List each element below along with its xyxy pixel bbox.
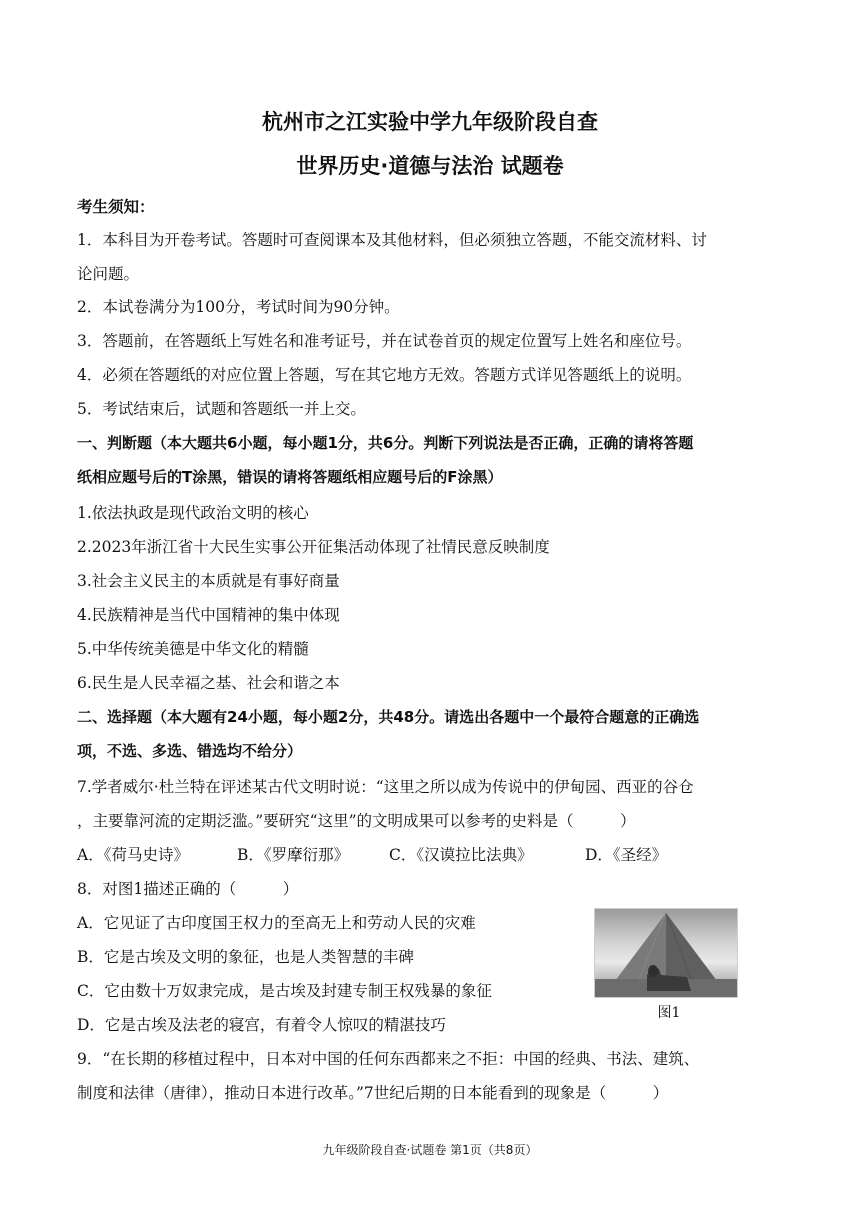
figure-caption: 图1 <box>657 1005 681 1021</box>
tf-question: 1.依法执政是现代政治文明的核心 <box>77 504 309 522</box>
q8-stem: 8．对图1描述正确的（ ） <box>77 880 299 898</box>
q7-stem: 7.学者威尔·杜兰特在评述某古代文明时说：“这里之所以成为传说中的伊甸园、西亚的谷仓 <box>77 778 694 796</box>
notice-heading: 考生须知： <box>77 198 155 216</box>
pyramid-sphinx-image <box>594 908 738 998</box>
notice-item: 2．本试卷满分为100分，考试时间为90分钟。 <box>77 298 400 316</box>
q7-option-c: C．《汉谟拉比法典》 <box>389 846 533 864</box>
q7-option-b: B．《罗摩衍那》 <box>237 846 350 864</box>
q8-option-d: D．它是古埃及法老的寝宫，有着令人惊叹的精湛技巧 <box>77 1016 446 1034</box>
exam-title: 杭州市之江实验中学九年级阶段自查 <box>262 110 598 134</box>
q7-option-d: D．《圣经》 <box>585 846 668 864</box>
notice-item: 1．本科目为开卷考试。答题时可查阅课本及其他材料，但必须独立答题，不能交流材料、讨 <box>77 231 707 249</box>
tf-question: 4.民族精神是当代中国精神的集中体现 <box>77 606 340 624</box>
exam-subtitle: 世界历史·道德与法治 试题卷 <box>296 154 564 178</box>
q8-option-c: C．它由数十万奴隶完成，是古埃及封建专制王权残暴的象征 <box>77 982 492 1000</box>
q7-stem-cont: ，主要靠河流的定期泛滥。”要研究“这里”的文明成果可以参考的史料是（ ） <box>77 812 636 830</box>
q9-stem: 9．“在长期的移植过程中，日本对中国的任何东西都来之不拒：中国的经典、书法、建筑、 <box>77 1050 700 1068</box>
section1-heading: 一、判断题（本大题共6小题，每小题1分，共6分。判断下列说法是否正确，正确的请将答题 <box>77 434 694 452</box>
notice-item: 论问题。 <box>77 265 140 283</box>
notice-item: 3．答题前，在答题纸上写姓名和准考证号，并在试卷首页的规定位置写上姓名和座位号。 <box>77 332 692 350</box>
section2-heading: 二、选择题（本大题有24小题，每小题2分，共48分。请选出各题中一个最符合题意的正确选 <box>77 708 700 726</box>
section2-heading-cont: 项，不选、多选、错选均不给分） <box>77 742 303 760</box>
q7-option-a: A．《荷马史诗》 <box>77 846 189 864</box>
tf-question: 5.中华传统美德是中华文化的精髓 <box>77 640 309 658</box>
tf-question: 6.民生是人民幸福之基、社会和谐之本 <box>77 674 340 692</box>
pyramid-illustration <box>595 909 737 997</box>
notice-item: 4．必须在答题纸的对应位置上答题，写在其它地方无效。答题方式详见答题纸上的说明。 <box>77 366 692 384</box>
tf-question: 3.社会主义民主的本质就是有事好商量 <box>77 572 340 590</box>
q8-option-a: A．它见证了古印度国王权力的至高无上和劳动人民的灾难 <box>77 914 476 932</box>
q8-option-b: B．它是古埃及文明的象征，也是人类智慧的丰碑 <box>77 948 414 966</box>
page-footer: 九年级阶段自查·试题卷 第1页（共8页） <box>322 1143 538 1157</box>
tf-question: 2.2023年浙江省十大民生实事公开征集活动体现了社情民意反映制度 <box>77 538 550 556</box>
section1-heading-cont: 纸相应题号后的T涂黑，错误的请将答题纸相应题号后的F涂黑） <box>77 468 503 486</box>
q7-options <box>77 845 787 865</box>
notice-item: 5．考试结束后，试题和答题纸一并上交。 <box>77 400 366 418</box>
q9-stem-cont: 制度和法律（唐律），推动日本进行改革。”7世纪后期的日本能看到的现象是（ ） <box>77 1084 669 1102</box>
